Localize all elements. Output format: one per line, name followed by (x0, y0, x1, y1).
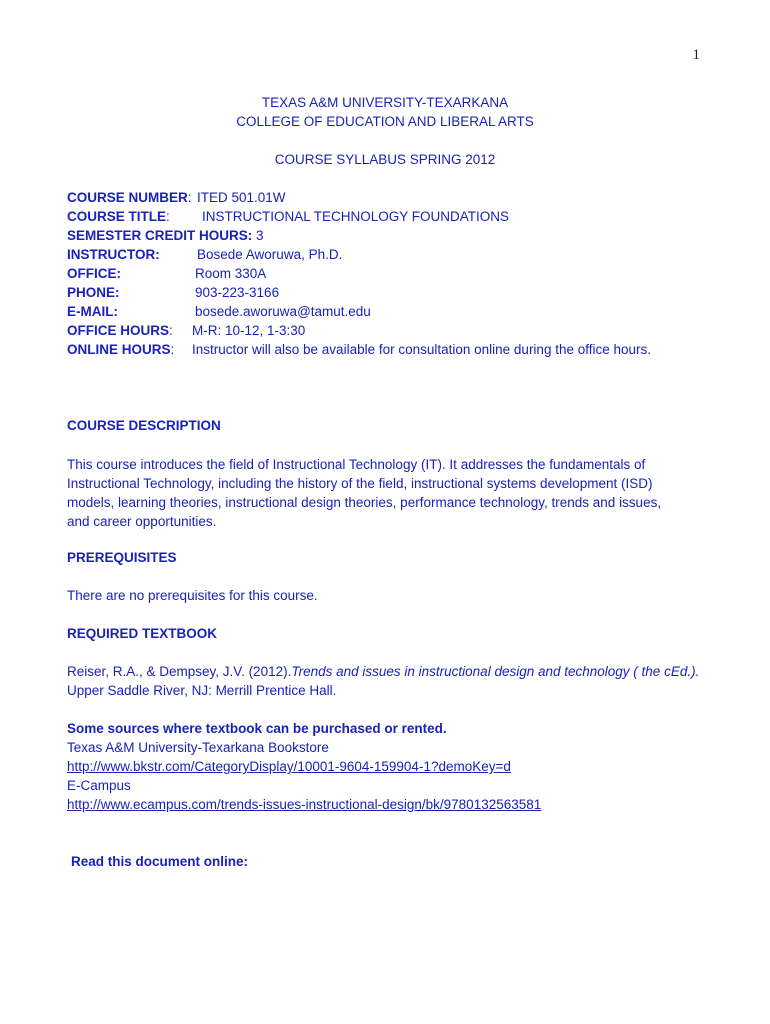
course-number-row (67, 190, 192, 205)
course-number-colon: : (187, 190, 192, 205)
instructor-value: Bosede Aworuwa, Ph.D. (197, 247, 343, 262)
course-title-value: INSTRUCTIONAL TECHNOLOGY FOUNDATIONS (202, 209, 510, 224)
textbook-authors: Reiser, R.A., & Dempsey, J.V. (2012). (67, 664, 292, 679)
credit-hours-label: SEMESTER CREDIT HOURS: (67, 228, 253, 243)
ecampus-link[interactable]: http://www.ecampus.com/trends-issues-instructional-design/bk/9780132563581 (67, 797, 542, 812)
office-hours-row (67, 323, 173, 338)
textbook-title: Trends and issues in instructional design and technology ( the cEd.). (291, 664, 700, 679)
course-description-line: models, learning theories, instructional design theories, performance technology, trends and issues, (67, 495, 662, 510)
online-hours-label: ONLINE HOURS (67, 342, 171, 357)
phone-label: PHONE: (67, 285, 120, 300)
bookstore-link[interactable]: http://www.bkstr.com/CategoryDisplay/10001-9604-159904-1?demoKey=d (67, 759, 511, 774)
university-name: TEXAS A&M UNIVERSITY-TEXARKANA (261, 95, 509, 110)
instructor-label: INSTRUCTOR: (67, 247, 160, 262)
course-description-line: This course introduces the field of Instructional Technology (IT). It addresses the fundamentals of (67, 457, 646, 472)
credit-hours-row (67, 228, 264, 243)
syllabus-title: COURSE SYLLABUS SPRING 2012 (274, 152, 496, 167)
sources-heading: Some sources where textbook can be purchased or rented. (67, 721, 447, 736)
course-number-label: COURSE NUMBER (67, 190, 188, 205)
course-description-line: and career opportunities. (67, 514, 217, 529)
office-hours-label: OFFICE HOURS (67, 323, 170, 338)
online-hours-row (67, 342, 174, 357)
email-label: E-MAIL: (67, 304, 118, 319)
textbook-citation (67, 664, 699, 679)
phone-value: 903-223-3166 (195, 285, 280, 300)
page-number: 1 (692, 47, 700, 63)
online-hours-value: Instructor will also be available for consultation online during the office hours. (192, 342, 652, 357)
office-hours-value: M-R: 10-12, 1-3:30 (192, 323, 306, 338)
online-hours-colon: : (170, 342, 175, 357)
prerequisites-text: There are no prerequisites for this course. (67, 588, 318, 603)
college-name: COLLEGE OF EDUCATION AND LIBERAL ARTS (236, 114, 534, 129)
office-value: Room 330A (195, 266, 267, 281)
bookstore-name: Texas A&M University-Texarkana Bookstore (67, 740, 329, 755)
ecampus-name: E-Campus (67, 778, 131, 793)
course-title-row (67, 209, 170, 224)
course-title-label: COURSE TITLE (67, 209, 167, 224)
course-number-value: ITED 501.01W (197, 190, 286, 205)
textbook-publisher: Upper Saddle River, NJ: Merrill Prentice Hall. (67, 683, 337, 698)
course-description-heading: COURSE DESCRIPTION (67, 418, 221, 433)
course-description-line: Instructional Technology, including the history of the field, instructional systems development (ISD) (67, 476, 653, 491)
office-label: OFFICE: (67, 266, 121, 281)
textbook-heading: REQUIRED TEXTBOOK (67, 626, 218, 641)
prerequisites-heading: PREREQUISITES (67, 550, 177, 565)
read-online-label: Read this document online: (71, 854, 249, 869)
credit-hours-value: 3 (256, 228, 264, 243)
course-description-text (67, 455, 707, 531)
email-value[interactable]: bosede.aworuwa@tamut.edu (195, 304, 371, 319)
course-title-colon: : (166, 209, 170, 224)
office-hours-colon: : (169, 323, 173, 338)
